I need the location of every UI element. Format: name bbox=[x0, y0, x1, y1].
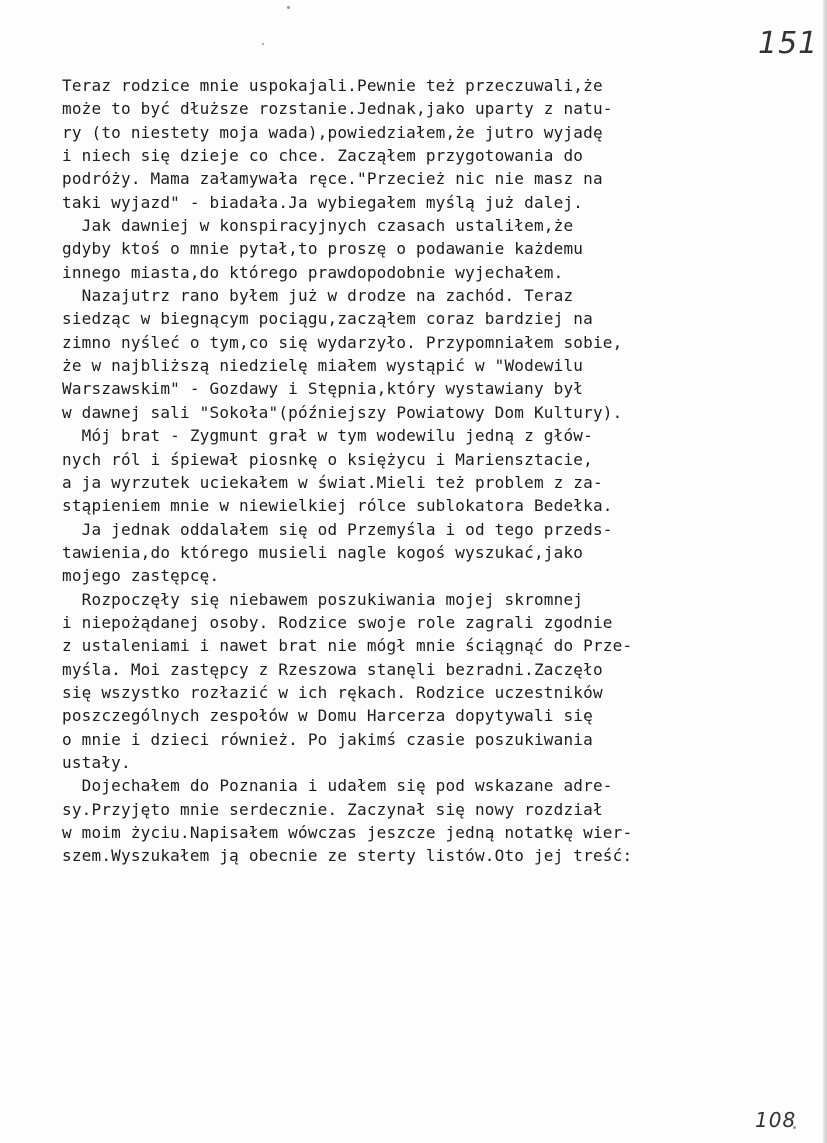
handwritten-folio-number-top: 151 bbox=[758, 26, 819, 61]
text-line: stąpieniem mnie w niewielkiej rólce sublokatora Bedełka. bbox=[62, 496, 613, 516]
text-line: siedząc w biegnącym pociągu,zacząłem coraz bardziej na bbox=[62, 309, 593, 329]
text-line: się wszystko rozłazić w ich rękach. Rodzice uczestników bbox=[62, 682, 603, 702]
text-line: Dojechałem do Poznania i udałem się pod wskazane adre- bbox=[62, 776, 613, 796]
text-line: w dawnej sali "Sokoła"(późniejszy Powiatowy Dom Kultury). bbox=[62, 402, 623, 422]
text-line: poszczególnych zespołów w Domu Harcerza dopytywali się bbox=[62, 706, 593, 726]
typewritten-text-block bbox=[62, 74, 752, 868]
text-line: o mnie i dzieci również. Po jakimś czasie poszukiwania bbox=[62, 729, 593, 749]
text-line: myśla. Moi zastępcy z Rzeszowa stanęli bezradni.Zaczęło bbox=[62, 659, 603, 679]
text-line: i niepożądanej osoby. Rodzice swoje role zagrali zgodnie bbox=[62, 612, 613, 632]
text-line: a ja wyrzutek uciekałem w świat.Mieli też problem z za- bbox=[62, 472, 603, 492]
text-line: Jak dawniej w konspiracyjnych czasach ustaliłem,że bbox=[62, 216, 574, 236]
text-line: gdyby ktoś o mnie pytał,to proszę o podawanie każdemu bbox=[62, 239, 584, 259]
text-line: nych ról i śpiewał piosnkę o księżycu i Mariensztacie, bbox=[62, 449, 593, 469]
text-line: zimno nyśleć o tym,co się wydarzyło. Przypomniałem sobie, bbox=[62, 332, 623, 352]
text-line: podróży. Mama załamywała ręce."Przecież nic nie masz na bbox=[62, 169, 603, 189]
text-line: taki wyjazd" - biadała.Ja wybiegałem myślą już dalej. bbox=[62, 192, 584, 212]
text-line: Nazajutrz rano byłem już w drodze na zachód. Teraz bbox=[62, 286, 574, 306]
text-line: Warszawskim" - Gozdawy i Stępnia,który wystawiany był bbox=[62, 379, 584, 399]
text-line: Teraz rodzice mnie uspokajali.Pewnie też przeczuwali,że bbox=[62, 76, 603, 95]
paper-speck bbox=[262, 43, 264, 45]
text-line: Mój brat - Zygmunt grał w tym wodewilu jedną z głów- bbox=[62, 426, 593, 446]
text-line: ry (to niestety moja wada),powiedziałem,że jutro wyjadę bbox=[62, 122, 603, 142]
text-line: innego miasta,do którego prawdopodobnie wyjechałem. bbox=[62, 262, 564, 282]
paper-speck bbox=[287, 6, 290, 9]
text-line: może to być dłuższe rozstanie.Jednak,jako uparty z natu- bbox=[62, 99, 613, 119]
text-line: że w najbliższą niedzielę miałem wystąpić w "Wodewilu bbox=[62, 356, 584, 376]
handwritten-page-number-bottom: 108 bbox=[755, 1108, 797, 1132]
text-line: i niech się dzieje co chce. Zacząłem przygotowania do bbox=[62, 146, 584, 166]
text-line: mojego zastępcę. bbox=[62, 566, 220, 586]
text-line: w moim życiu.Napisałem wówczas jeszcze jedną notatkę wier- bbox=[62, 823, 633, 842]
text-line: Rozpoczęły się niebawem poszukiwania mojej skromnej bbox=[62, 589, 584, 609]
text-line: ustały. bbox=[62, 752, 131, 772]
text-line: Ja jednak oddalałem się od Przemyśla i od tego przeds- bbox=[62, 519, 613, 539]
text-line: szem.Wyszukałem ją obecnie ze sterty listów.Oto jej treść: bbox=[62, 846, 633, 866]
page-edge-shadow bbox=[823, 0, 827, 1143]
text-line: sy.Przyjęto mnie serdecznie. Zaczynał się nowy rozdział bbox=[62, 799, 603, 819]
text-line: tawienia,do którego musieli nagle kogoś wyszukać,jako bbox=[62, 542, 584, 562]
text-line: z ustaleniami i nawet brat nie mógł mnie ściągnąć do Prze- bbox=[62, 636, 633, 656]
